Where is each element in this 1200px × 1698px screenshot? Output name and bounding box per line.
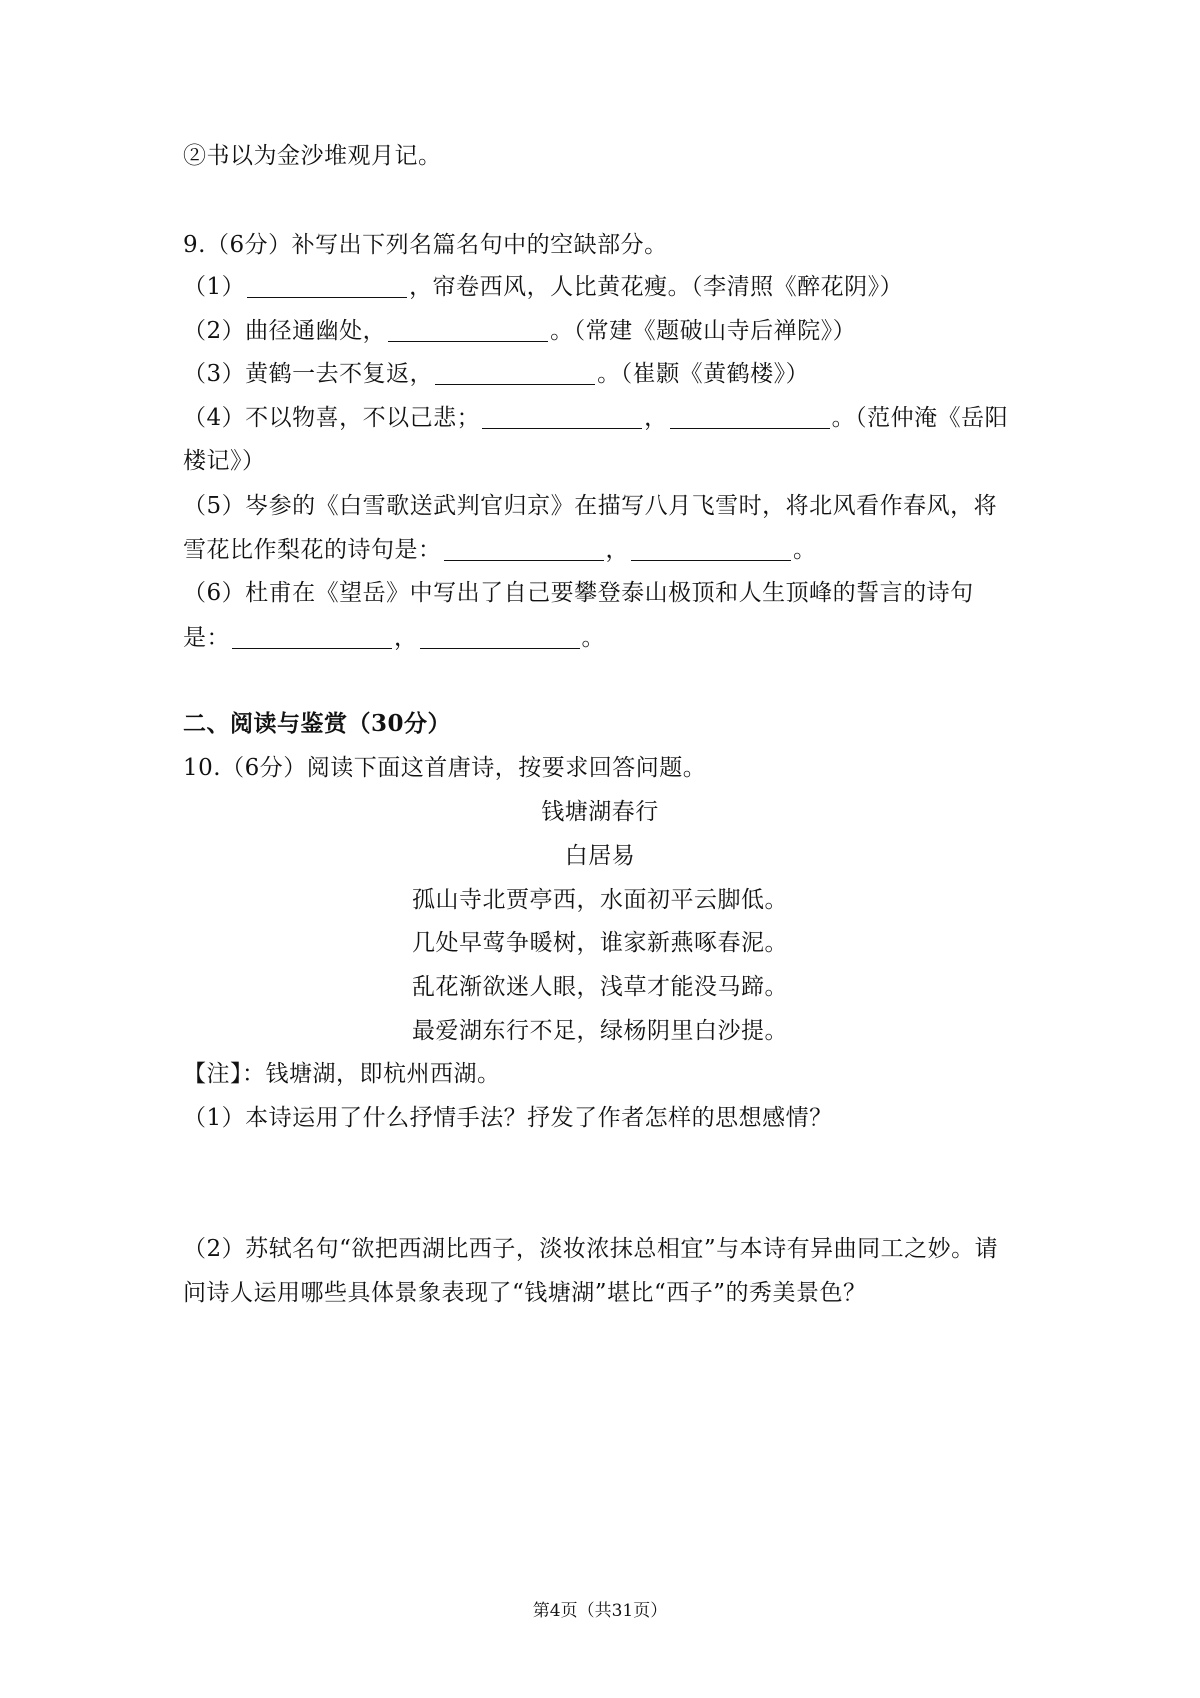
text: 最爱湖东行不足，绿杨阴里白沙提。 xyxy=(412,1018,788,1044)
text: ， xyxy=(394,625,418,651)
text: （3）黄鹤一去不复返， xyxy=(183,361,434,387)
question-9-item-4-cont xyxy=(183,445,266,477)
text: （6）杜甫在《望岳》中写出了自己要攀登泰山极顶和人生顶峰的誓言的诗句 xyxy=(183,580,974,606)
answer-blank[interactable] xyxy=(388,315,548,342)
text: （4）不以物喜，不以己悲； xyxy=(183,405,481,431)
text: （5）岑参的《白雪歌送武判官归京》在描写八月飞雪时，将北风看作春风，将 xyxy=(183,493,998,519)
text: 几处早莺争暖树，谁家新燕啄春泥。 xyxy=(412,930,788,956)
text: 是： xyxy=(183,625,230,651)
question-9-item-2 xyxy=(183,315,856,347)
page-number: 第4页（共31页） xyxy=(532,1601,668,1621)
text: ②书以为金沙堆观月记。 xyxy=(183,143,442,169)
text: 钱塘湖春行 xyxy=(541,799,659,825)
text: 。 xyxy=(793,537,817,563)
text: 9.（6分）补写出下列名篇名句中的空缺部分。 xyxy=(183,232,668,258)
text: ，帘卷西风，人比黄花瘦。（李清照《醉花阴》） xyxy=(409,274,904,300)
text: 10.（6分）阅读下面这首唐诗，按要求回答问题。 xyxy=(183,755,707,781)
answer-blank[interactable] xyxy=(631,534,791,561)
question-10-title xyxy=(183,752,706,784)
answer-blank[interactable] xyxy=(420,622,580,649)
question-9-item-3 xyxy=(183,358,809,390)
answer-blank[interactable] xyxy=(670,402,830,429)
text: 乱花渐欲迷人眼，浅草才能没马蹄。 xyxy=(412,974,788,1000)
text: ， xyxy=(644,405,668,431)
question-9-item-6-cont xyxy=(183,622,605,654)
answer-blank[interactable] xyxy=(435,358,595,385)
question-9-item-5-cont xyxy=(183,534,817,566)
text: 白居易 xyxy=(564,843,636,869)
poem-author xyxy=(0,840,1200,872)
question-9-item-6 xyxy=(183,577,974,609)
text: （2）苏轼名句“欲把西湖比西子，淡妆浓抹总相宜”与本诗有异曲同工之妙。请 xyxy=(183,1236,999,1262)
poem-title xyxy=(0,796,1200,828)
poem-note xyxy=(183,1058,501,1090)
poem-line xyxy=(0,971,1200,1003)
text: 。（范仲淹《岳阳 xyxy=(831,405,1009,431)
text: 雪花比作梨花的诗句是： xyxy=(183,537,442,563)
question-10-item-2 xyxy=(183,1233,998,1265)
question-9-item-5 xyxy=(183,490,997,522)
question-9-item-1 xyxy=(183,271,903,303)
question-10-item-2-cont xyxy=(183,1277,867,1309)
text: 。（崔颢《黄鹤楼》） xyxy=(597,361,810,387)
text: （2）曲径通幽处， xyxy=(183,318,387,344)
text: 。 xyxy=(581,625,605,651)
text: 二、阅读与鉴赏（30分） xyxy=(183,710,452,737)
text-line xyxy=(183,140,442,172)
text: 【注】：钱塘湖，即杭州西湖。 xyxy=(183,1061,501,1087)
question-10-item-1 xyxy=(183,1102,833,1134)
text: 孤山寺北贾亭西，水面初平云脚低。 xyxy=(412,887,788,913)
text: 楼记》） xyxy=(183,448,266,474)
text: （1） xyxy=(183,274,246,300)
answer-blank[interactable] xyxy=(232,622,392,649)
text: 。（常建《题破山寺后禅院》） xyxy=(550,318,857,344)
answer-blank[interactable] xyxy=(247,271,407,298)
text: （1）本诗运用了什么抒情手法？抒发了作者怎样的思想感情？ xyxy=(183,1105,833,1131)
page-footer xyxy=(0,1599,1200,1623)
question-9-title xyxy=(183,229,668,261)
poem-line xyxy=(0,884,1200,916)
answer-blank[interactable] xyxy=(482,402,642,429)
question-9-item-4 xyxy=(183,402,1008,434)
poem-line xyxy=(0,1015,1200,1047)
text: ， xyxy=(605,537,629,563)
answer-blank[interactable] xyxy=(444,534,604,561)
section-heading xyxy=(183,708,451,740)
text: 问诗人运用哪些具体景象表现了“钱塘湖”堪比“西子”的秀美景色？ xyxy=(183,1280,867,1306)
poem-line xyxy=(0,927,1200,959)
